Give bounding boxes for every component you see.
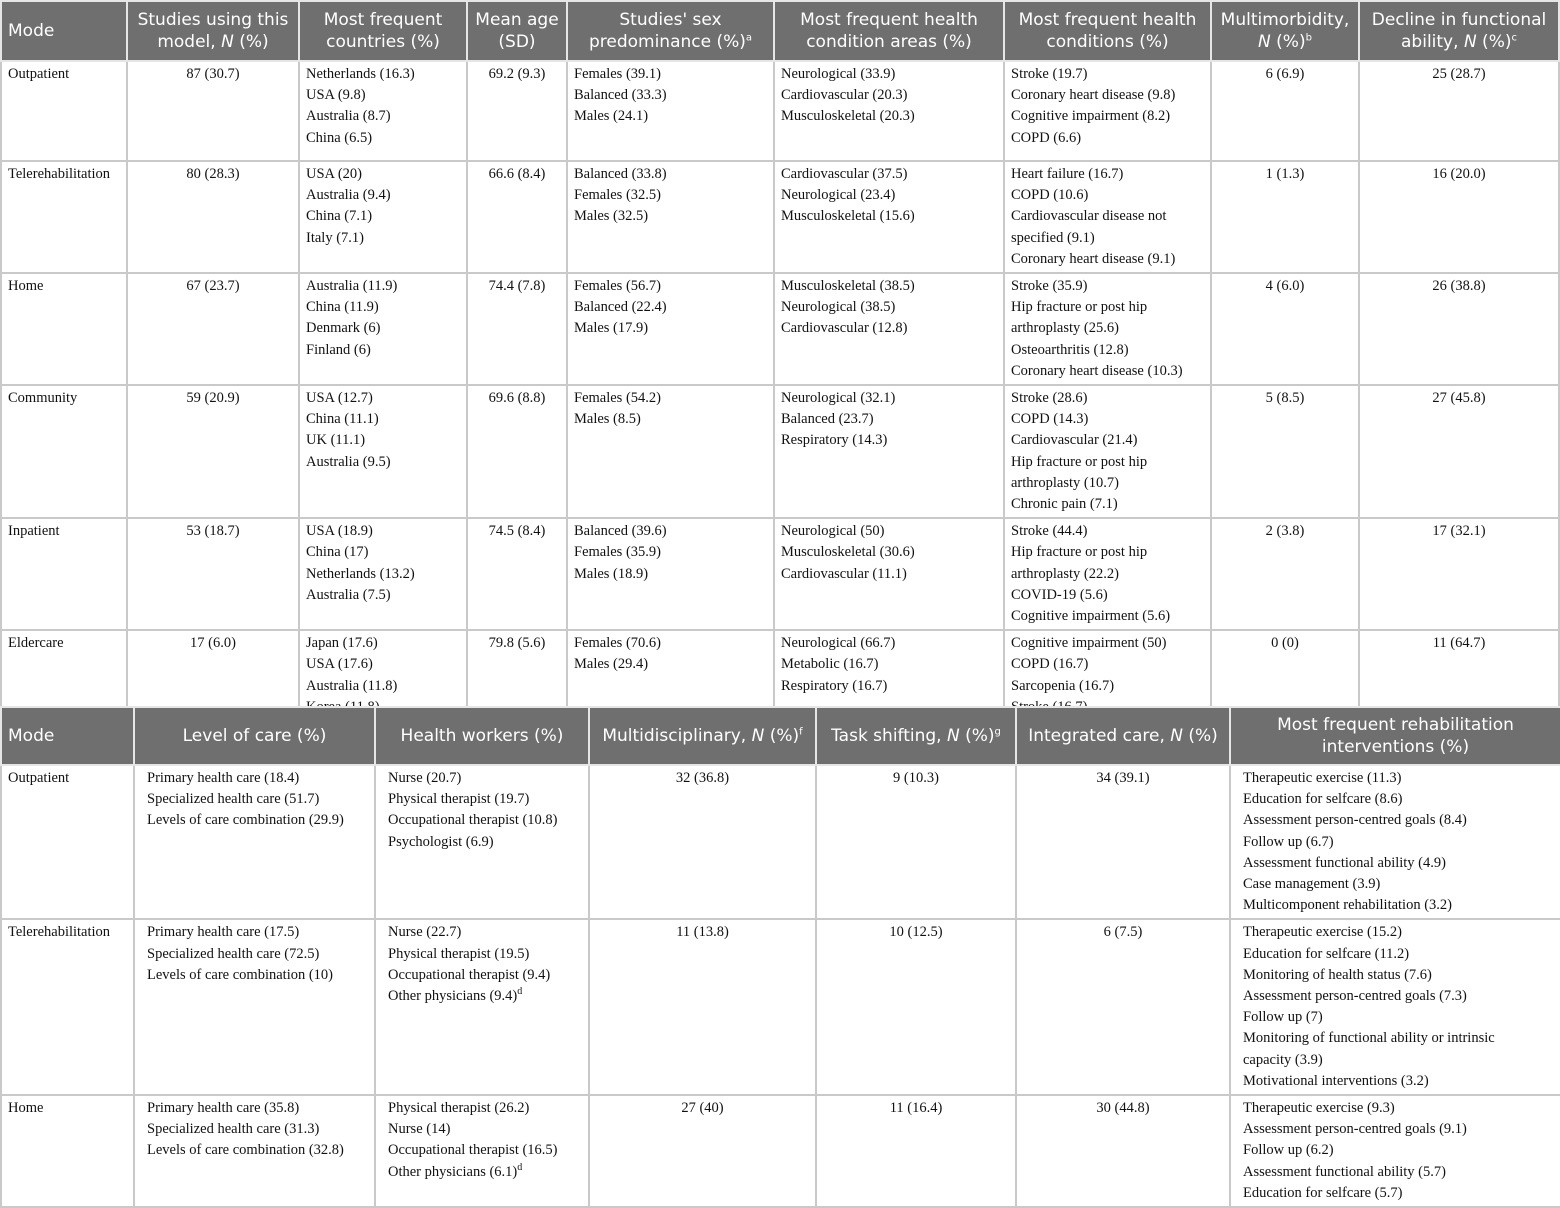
areas-cell-item: Cardiovascular (37.5) xyxy=(781,166,908,182)
interventions-cell-item: Monitoring of functional ability or intrinsic xyxy=(1243,1030,1495,1047)
areas-cell-item: Respiratory (14.3) xyxy=(781,432,888,449)
countries-cell-item: China (7.1) xyxy=(306,208,373,225)
areas-cell-item: Musculoskeletal (38.5) xyxy=(781,278,915,295)
table-care-characteristics xyxy=(0,706,1560,1208)
countries-cell-item: Australia (11.9) xyxy=(306,278,398,295)
areas-cell-item: Respiratory (16.7) xyxy=(781,677,888,694)
countries-cell xyxy=(299,385,467,518)
conditions-cell xyxy=(1004,161,1211,273)
workers-cell xyxy=(375,919,589,1095)
sex-cell-item: Balanced (33.3) xyxy=(574,87,667,104)
sex-cell-item: Females (35.9) xyxy=(574,544,661,561)
interventions-cell-item: Education for selfcare (5.7) xyxy=(1243,1184,1403,1201)
workers-cell-item: Physical therapist (19.5) xyxy=(388,945,530,962)
integrated-cell: 6 (7.5) xyxy=(1016,919,1230,1095)
level-cell-item: Levels of care combination (10) xyxy=(147,966,334,983)
countries-cell-item: China (17) xyxy=(306,544,369,561)
conditions-cell-item: COVID-19 (5.6) xyxy=(1011,586,1108,603)
sex-cell-item: Females (56.7) xyxy=(574,278,661,295)
interventions-cell-item: Follow up (6.2) xyxy=(1243,1142,1334,1159)
areas-cell-item: Balanced (23.7) xyxy=(781,411,874,428)
countries-cell xyxy=(299,518,467,630)
age-cell: 66.6 (8.4) xyxy=(467,161,567,273)
areas-cell-item: Neurological (23.4) xyxy=(781,187,896,204)
col-header-studies: Studies using this model, N (%) xyxy=(127,1,299,61)
countries-cell-item: Australia (11.8) xyxy=(306,677,398,694)
table-row xyxy=(1,161,1559,273)
conditions-cell-item: Hip fracture or post hip xyxy=(1011,544,1148,561)
mode-cell: Telerehabilitation xyxy=(1,161,127,273)
level-cell xyxy=(134,765,375,919)
workers-cell-item: Nurse (20.7) xyxy=(388,770,462,786)
countries-cell xyxy=(299,161,467,273)
task-shifting-cell: 11 (16.4) xyxy=(816,1095,1016,1207)
conditions-cell-item: Stroke (44.4) xyxy=(1011,523,1088,540)
countries-cell-item: Netherlands (13.2) xyxy=(306,565,415,582)
workers-cell-item: Occupational therapist (9.4) xyxy=(388,966,551,983)
table-row xyxy=(1,765,1560,919)
sex-cell-item: Females (39.1) xyxy=(574,66,661,82)
areas-cell-item: Musculoskeletal (20.3) xyxy=(781,108,915,125)
interventions-cell-item: Assessment functional ability (5.7) xyxy=(1243,1163,1446,1180)
countries-cell-item: Australia (9.4) xyxy=(306,187,391,204)
mode-cell: Outpatient xyxy=(1,61,127,161)
studies-cell: 17 (6.0) xyxy=(127,630,299,740)
multidisciplinary-cell: 27 (40) xyxy=(589,1095,816,1207)
age-cell: 69.6 (8.8) xyxy=(467,385,567,518)
table-row xyxy=(1,919,1560,1095)
col-header-sex: Studies' sex predominance (%)$^a$ xyxy=(567,1,774,61)
sex-cell xyxy=(567,161,774,273)
level-cell-item: Primary health care (17.5) xyxy=(147,924,300,941)
mode-cell: Community xyxy=(1,385,127,518)
age-cell: 74.4 (7.8) xyxy=(467,273,567,385)
level-cell-item: Primary health care (35.8) xyxy=(147,1100,300,1117)
col-header-integrated: Integrated care, N (%) xyxy=(1016,707,1230,765)
interventions-cell-item: Assessment person-centred goals (7.3) xyxy=(1243,988,1467,1005)
conditions-cell-item: COPD (16.7) xyxy=(1011,656,1089,673)
countries-cell-item: Australia (8.7) xyxy=(306,108,391,125)
countries-cell-item: UK (11.1) xyxy=(306,432,366,449)
level-cell-item: Specialized health care (31.3) xyxy=(147,1121,320,1138)
col-header-multimorbidity: Multimorbidity, N (%)$^b$ xyxy=(1211,1,1359,61)
mode-cell: Outpatient xyxy=(1,765,134,919)
multimorbidity-cell: 0 (0) xyxy=(1211,630,1359,740)
interventions-cell xyxy=(1230,1095,1560,1207)
table-row xyxy=(1,1095,1560,1207)
task-shifting-cell: 9 (10.3) xyxy=(816,765,1016,919)
workers-cell-item: Occupational therapist (10.8) xyxy=(388,812,558,829)
workers-cell-item: Nurse (22.7) xyxy=(388,924,462,941)
countries-cell-item: Denmark (6) xyxy=(306,320,381,337)
level-cell-item: Specialized health care (72.5) xyxy=(147,945,320,962)
countries-cell-item: China (11.1) xyxy=(306,411,379,428)
areas-cell-item: Cardiovascular (12.8) xyxy=(781,320,908,337)
areas-cell-item: Musculoskeletal (30.6) xyxy=(781,544,915,561)
level-cell-item: Levels of care combination (29.9) xyxy=(147,812,344,829)
col-header-workers: Health workers (%) xyxy=(375,707,589,765)
areas-cell xyxy=(774,161,1004,273)
col-header-countries: Most frequent countries (%) xyxy=(299,1,467,61)
sex-cell-item: Males (17.9) xyxy=(574,320,649,337)
sex-cell-item: Females (54.2) xyxy=(574,390,661,407)
areas-cell-item: Neurological (66.7) xyxy=(781,635,896,652)
level-cell xyxy=(134,1095,375,1207)
countries-cell xyxy=(299,273,467,385)
countries-cell xyxy=(299,61,467,161)
conditions-cell-item: Osteoarthritis (12.8) xyxy=(1011,341,1129,358)
mode-cell: Telerehabilitation xyxy=(1,919,134,1095)
areas-cell xyxy=(774,273,1004,385)
interventions-cell-item: Therapeutic exercise (15.2) xyxy=(1243,924,1403,941)
countries-cell-item: Netherlands (16.3) xyxy=(306,66,415,82)
decline-cell: 27 (45.8) xyxy=(1359,385,1559,518)
conditions-cell-item: Stroke (28.6) xyxy=(1011,390,1088,407)
conditions-cell-item: COPD (14.3) xyxy=(1011,411,1089,428)
interventions-cell-item: Monitoring of health status (7.6) xyxy=(1243,966,1432,983)
col-header-level: Level of care (%) xyxy=(134,707,375,765)
table-row xyxy=(1,385,1559,518)
interventions-cell-item: Therapeutic exercise (9.3) xyxy=(1243,1100,1395,1117)
level-cell-item: Primary health care (18.4) xyxy=(147,770,300,786)
interventions-cell-item: Education for selfcare (8.6) xyxy=(1243,791,1403,808)
sex-cell-item: Males (18.9) xyxy=(574,565,649,582)
areas-cell-item: Cardiovascular (20.3) xyxy=(781,87,908,104)
conditions-cell-item: specified (9.1) xyxy=(1011,229,1095,246)
col-header-interventions: Most frequent rehabilitation interventions (%) xyxy=(1230,707,1560,765)
areas-cell-item: Neurological (32.1) xyxy=(781,390,896,407)
sex-cell-item: Males (32.5) xyxy=(574,208,649,225)
sex-cell-item: Balanced (22.4) xyxy=(574,299,667,316)
conditions-cell-item: Cognitive impairment (50) xyxy=(1011,635,1167,652)
col-header-areas: Most frequent health condition areas (%) xyxy=(774,1,1004,61)
studies-cell: 67 (23.7) xyxy=(127,273,299,385)
interventions-cell-item: capacity (3.9) xyxy=(1243,1051,1323,1068)
conditions-cell-item: Stroke (19.7) xyxy=(1011,66,1088,82)
level-cell-item: Specialized health care (51.7) xyxy=(147,791,320,808)
age-cell: 69.2 (9.3) xyxy=(467,61,567,161)
conditions-cell xyxy=(1004,518,1211,630)
conditions-cell-item: Hip fracture or post hip xyxy=(1011,299,1148,316)
table-row xyxy=(1,61,1559,161)
interventions-cell-item: Multicomponent rehabilitation (3.2) xyxy=(1243,897,1452,914)
interventions-cell-item: Education for selfcare (11.2) xyxy=(1243,945,1410,962)
conditions-cell-item: Hip fracture or post hip xyxy=(1011,453,1148,470)
areas-cell xyxy=(774,385,1004,518)
conditions-cell xyxy=(1004,273,1211,385)
conditions-cell-item: Coronary heart disease (9.1) xyxy=(1011,250,1176,267)
workers-cell-item: Physical therapist (19.7) xyxy=(388,791,530,808)
sex-cell xyxy=(567,518,774,630)
workers-cell xyxy=(375,765,589,919)
sex-cell xyxy=(567,61,774,161)
multidisciplinary-cell: 32 (36.8) xyxy=(589,765,816,919)
interventions-cell-item: Therapeutic exercise (11.3) xyxy=(1243,770,1402,786)
conditions-cell-item: Chronic pain (7.1) xyxy=(1011,496,1118,513)
conditions-cell-item: arthroplasty (25.6) xyxy=(1011,320,1119,337)
conditions-cell-item: arthroplasty (22.2) xyxy=(1011,565,1119,582)
workers-cell-item: Other physicians $(6.1)^d$ xyxy=(388,1161,523,1180)
decline-cell: 16 (20.0) xyxy=(1359,161,1559,273)
multimorbidity-cell: 5 (8.5) xyxy=(1211,385,1359,518)
interventions-cell-item: Follow up (7) xyxy=(1243,1009,1323,1026)
interventions-cell-item: Case management (3.9) xyxy=(1243,876,1381,893)
countries-cell-item: Finland (6) xyxy=(306,341,371,358)
interventions-cell xyxy=(1230,765,1560,919)
integrated-cell: 34 (39.1) xyxy=(1016,765,1230,919)
col-header-conditions: Most frequent health conditions (%) xyxy=(1004,1,1211,61)
conditions-cell-item: Heart failure (16.7) xyxy=(1011,166,1124,182)
col-header-mode: Mode xyxy=(1,1,127,61)
col-header-decline: Decline in functional ability, N (%)$^c$ xyxy=(1359,1,1559,61)
countries-cell-item: USA (9.8) xyxy=(306,87,366,104)
sex-cell-item: Males (29.4) xyxy=(574,656,649,673)
conditions-cell-item: Cognitive impairment (5.6) xyxy=(1011,608,1171,625)
sex-cell-item: Females (32.5) xyxy=(574,187,661,204)
table-header-row xyxy=(1,707,1560,765)
workers-cell-item: Other physicians $(9.4)^d$ xyxy=(388,986,523,1005)
mode-cell: Inpatient xyxy=(1,518,127,630)
interventions-cell-item: Motivational interventions (3.2) xyxy=(1243,1072,1429,1089)
interventions-cell-item: Assessment person-centred goals (8.4) xyxy=(1243,812,1467,829)
col-header-age: Mean age (SD) xyxy=(467,1,567,61)
level-cell-item: Levels of care combination (32.8) xyxy=(147,1142,344,1159)
workers-cell-item: Occupational therapist (16.5) xyxy=(388,1142,558,1159)
areas-cell xyxy=(774,518,1004,630)
sex-cell-item: Females (70.6) xyxy=(574,635,661,652)
countries-cell-item: China (11.9) xyxy=(306,299,379,316)
interventions-cell xyxy=(1230,919,1560,1095)
mode-cell: Eldercare xyxy=(1,630,127,740)
conditions-cell-item: COPD (6.6) xyxy=(1011,129,1082,146)
areas-cell-item: Neurological (33.9) xyxy=(781,66,896,82)
areas-cell-item: Musculoskeletal (15.6) xyxy=(781,208,915,225)
areas-cell-item: Metabolic (16.7) xyxy=(781,656,879,673)
integrated-cell: 30 (44.8) xyxy=(1016,1095,1230,1207)
sex-cell xyxy=(567,273,774,385)
countries-cell-item: USA (18.9) xyxy=(306,523,373,540)
areas-cell-item: Neurological (50) xyxy=(781,523,885,540)
countries-cell-item: USA (17.6) xyxy=(306,656,373,673)
areas-cell xyxy=(774,61,1004,161)
interventions-cell-item: Assessment functional ability (4.9) xyxy=(1243,854,1446,871)
workers-cell xyxy=(375,1095,589,1207)
workers-cell-item: Psychologist (6.9) xyxy=(388,833,494,850)
conditions-cell-item: Stroke (35.9) xyxy=(1011,278,1088,295)
multimorbidity-cell: 6 (6.9) xyxy=(1211,61,1359,161)
col-header-multidisciplinary: Multidisciplinary, N (%)$^f$ xyxy=(589,707,816,765)
countries-cell-item: Japan (17.6) xyxy=(306,635,378,652)
conditions-cell-item: Cardiovascular (21.4) xyxy=(1011,432,1138,449)
studies-cell: 53 (18.7) xyxy=(127,518,299,630)
col-header-task-shifting: Task shifting, N (%)$^g$ xyxy=(816,707,1016,765)
task-shifting-cell: 10 (12.5) xyxy=(816,919,1016,1095)
countries-cell-item: Italy (7.1) xyxy=(306,229,364,246)
sex-cell-item: Balanced (39.6) xyxy=(574,523,667,540)
table-header-row xyxy=(1,1,1559,61)
age-cell: 79.8 (5.6) xyxy=(467,630,567,740)
decline-cell: 26 (38.8) xyxy=(1359,273,1559,385)
workers-cell-item: Physical therapist (26.2) xyxy=(388,1100,530,1117)
multidisciplinary-cell: 11 (13.8) xyxy=(589,919,816,1095)
sex-cell xyxy=(567,385,774,518)
mode-cell: Home xyxy=(1,273,127,385)
studies-cell: 59 (20.9) xyxy=(127,385,299,518)
table-row xyxy=(1,273,1559,385)
decline-cell: 11 (64.7) xyxy=(1359,630,1559,740)
workers-cell-item: Nurse (14) xyxy=(388,1121,451,1138)
sex-cell-item: Balanced (33.8) xyxy=(574,166,667,182)
multimorbidity-cell: 1 (1.3) xyxy=(1211,161,1359,273)
multimorbidity-cell: 2 (3.8) xyxy=(1211,518,1359,630)
studies-cell: 80 (28.3) xyxy=(127,161,299,273)
decline-cell: 17 (32.1) xyxy=(1359,518,1559,630)
countries-cell-item: USA (20) xyxy=(306,166,362,182)
areas-cell-item: Cardiovascular (11.1) xyxy=(781,565,907,582)
conditions-cell-item: arthroplasty (10.7) xyxy=(1011,474,1119,491)
level-cell xyxy=(134,919,375,1095)
conditions-cell xyxy=(1004,385,1211,518)
mode-cell: Home xyxy=(1,1095,134,1207)
decline-cell: 25 (28.7) xyxy=(1359,61,1559,161)
conditions-cell-item: Coronary heart disease (9.8) xyxy=(1011,87,1176,104)
studies-cell: 87 (30.7) xyxy=(127,61,299,161)
multimorbidity-cell: 4 (6.0) xyxy=(1211,273,1359,385)
col-header-mode: Mode xyxy=(1,707,134,765)
conditions-cell-item: Coronary heart disease (10.3) xyxy=(1011,362,1183,379)
sex-cell-item: Males (8.5) xyxy=(574,411,641,428)
conditions-cell-item: Cognitive impairment (8.2) xyxy=(1011,108,1171,125)
interventions-cell-item: Follow up (6.7) xyxy=(1243,833,1334,850)
conditions-cell-item: Sarcopenia (16.7) xyxy=(1011,677,1115,694)
interventions-cell-item: Assessment person-centred goals (9.1) xyxy=(1243,1121,1467,1138)
age-cell: 74.5 (8.4) xyxy=(467,518,567,630)
countries-cell-item: USA (12.7) xyxy=(306,390,373,407)
sex-cell-item: Males (24.1) xyxy=(574,108,649,125)
countries-cell-item: China (6.5) xyxy=(306,129,373,146)
countries-cell-item: Australia (7.5) xyxy=(306,586,391,603)
conditions-cell-item: COPD (10.6) xyxy=(1011,187,1089,204)
conditions-cell xyxy=(1004,61,1211,161)
countries-cell-item: Australia (9.5) xyxy=(306,453,391,470)
table-row xyxy=(1,518,1559,630)
areas-cell-item: Neurological (38.5) xyxy=(781,299,896,316)
conditions-cell-item: Cardiovascular disease not xyxy=(1011,208,1167,225)
